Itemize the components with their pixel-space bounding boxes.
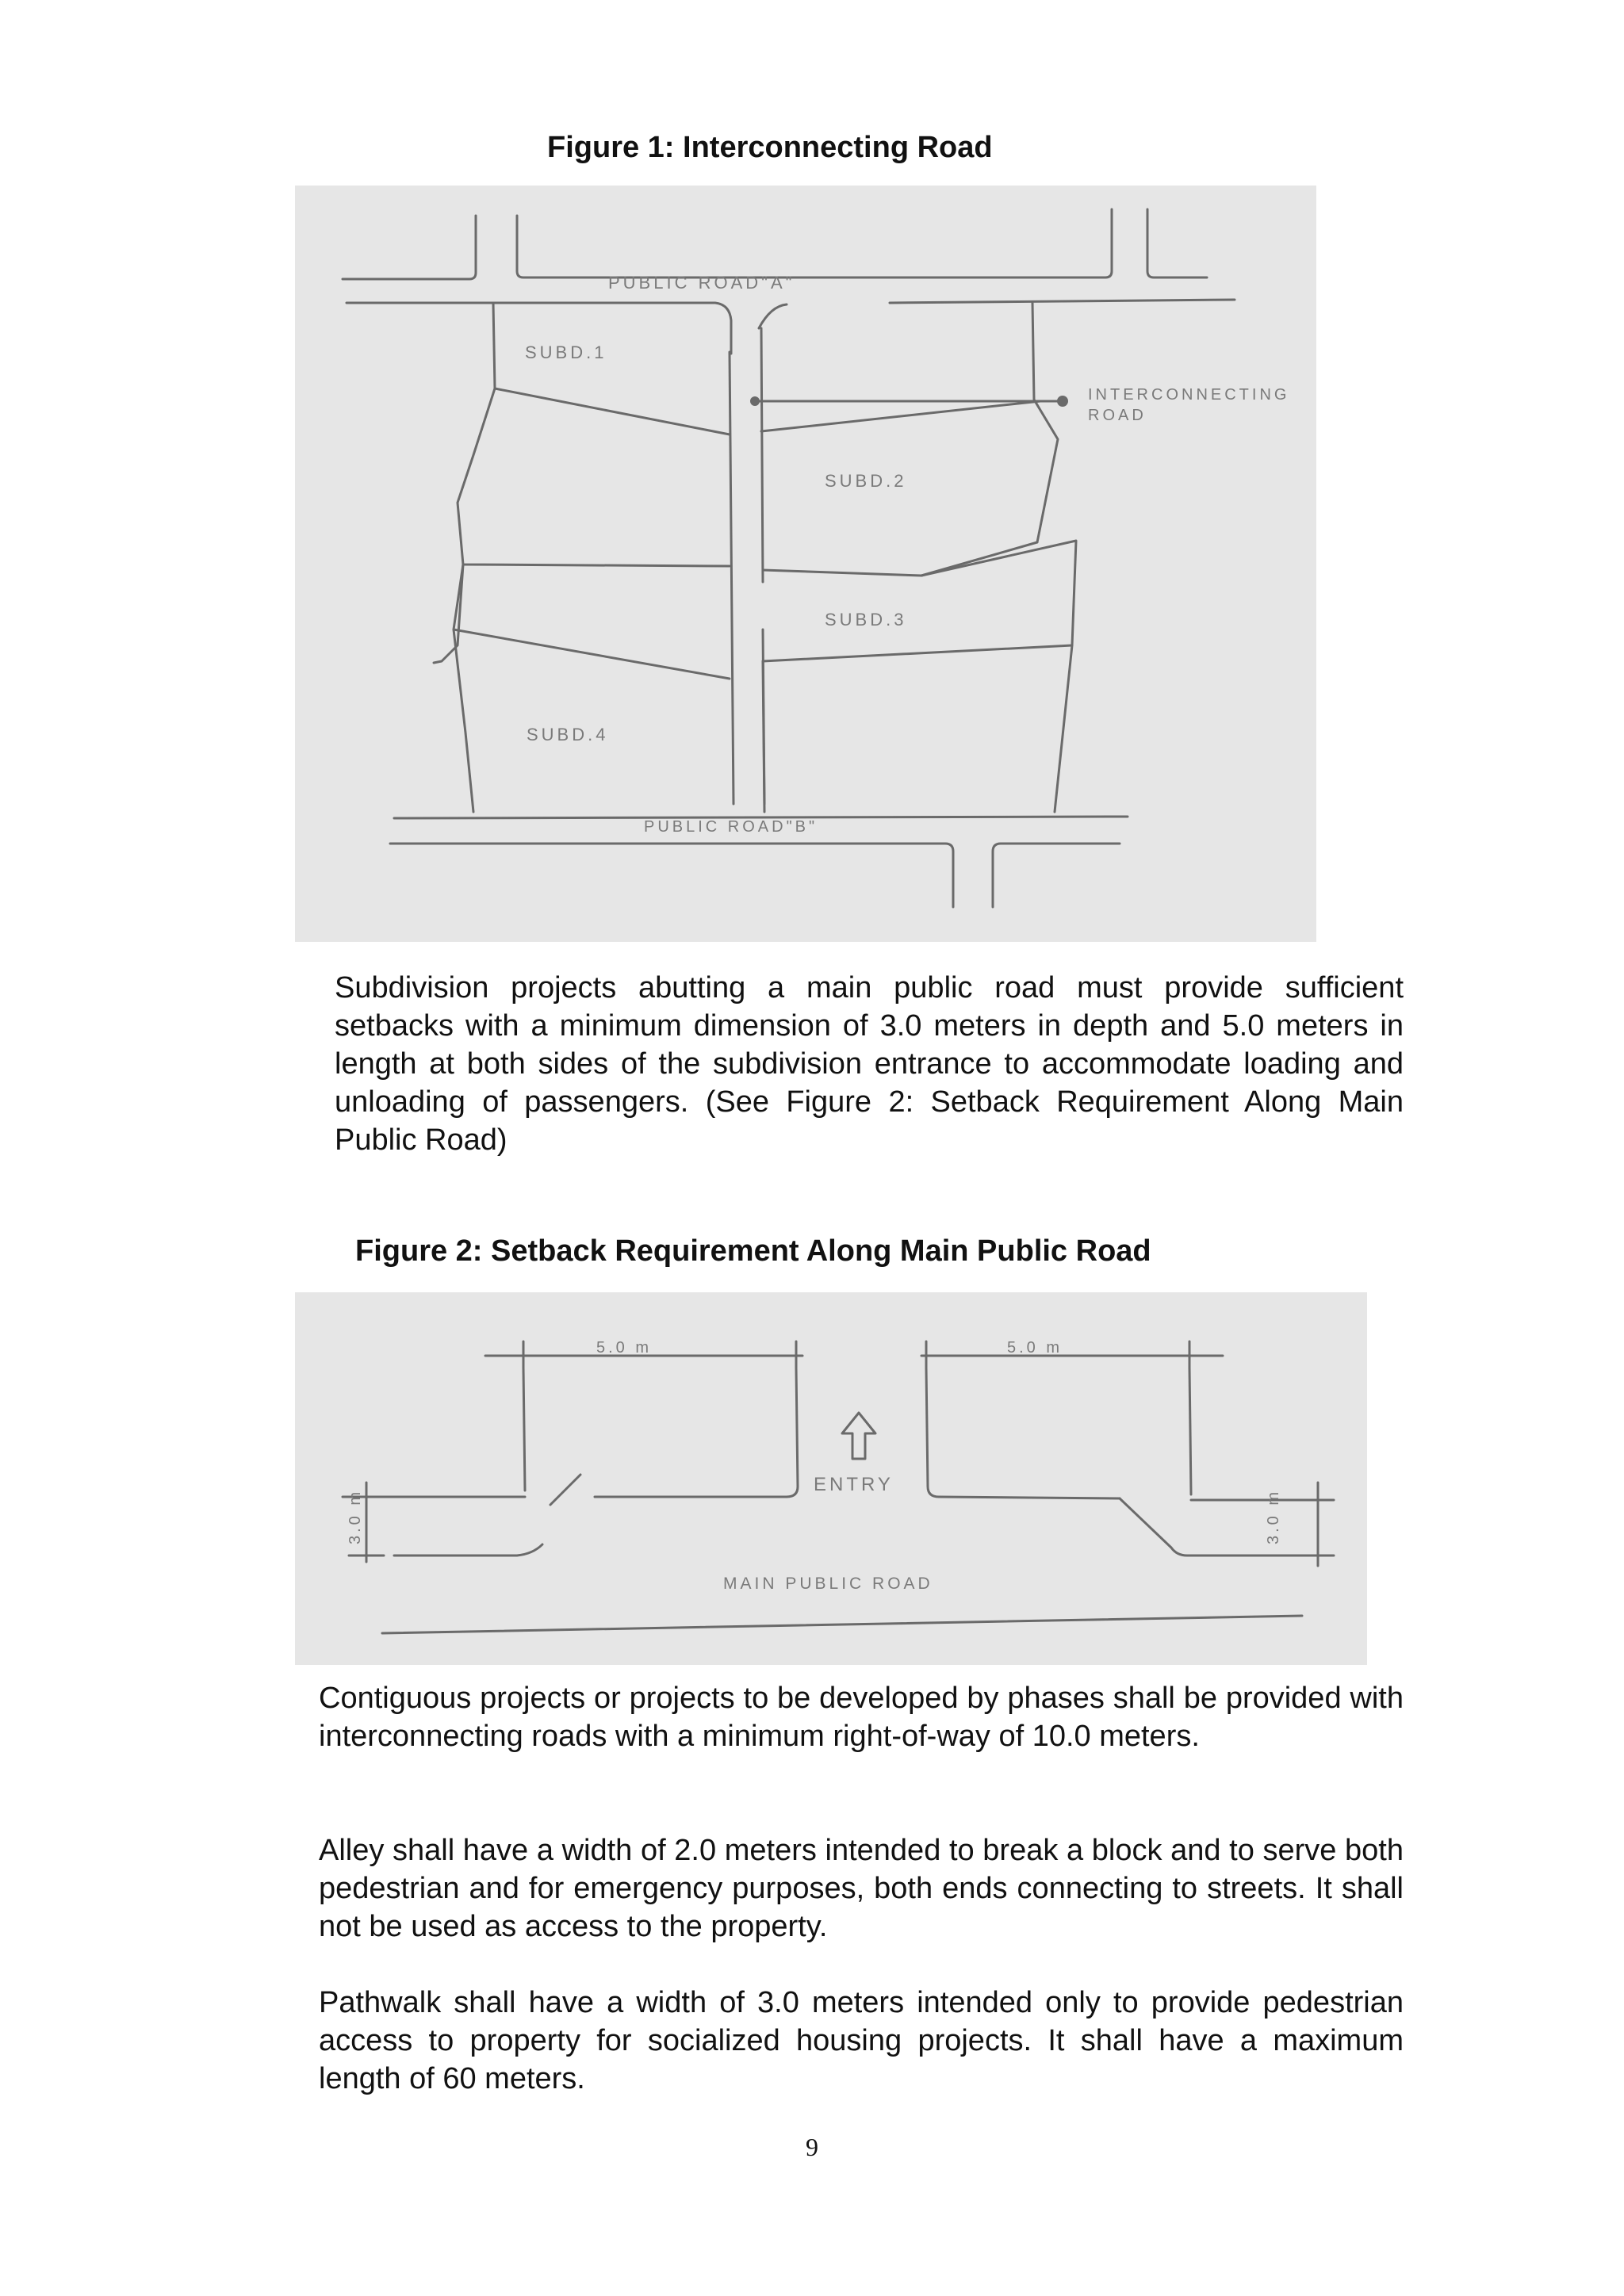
figure2-svg [295,1292,1367,1665]
subd2-label: SUBD.2 [825,471,907,491]
figure2-setback-diagram [295,1292,1367,1665]
interconnect-left-dot [750,396,760,406]
interconnecting-road-label-line1: INTERCONNECTING [1088,386,1290,404]
public-road-b-label: PUBLIC ROAD"B" [644,818,818,836]
dim-right-length-label: 5.0 m [1007,1339,1063,1357]
subd3-label: SUBD.3 [825,610,907,629]
paragraph-setback-requirement: Subdivision projects abutting a main public road must provide sufficient setbacks with a minimum dimension of 3.0 meters in depth and 5.0 meters in length at both sides of the subdivision entrance to accommodate loading and unloading of passengers. (See Figure 2: Setback Requirement Along Main Public Road) [335,971,1404,1157]
page-number: 9 [806,2133,818,2161]
paragraph-pathwalk: Pathwalk shall have a width of 3.0 meters intended only to provide pedestrian access to property for socialized housing projects. It shall have a maximum length of 60 meters. [319,1986,1404,2095]
interconnect-right-dot [1057,396,1068,407]
subd4-label: SUBD.4 [527,725,609,744]
interconnecting-road-label-line2: ROAD [1088,407,1147,424]
subd1-label: SUBD.1 [525,342,607,362]
paragraph-contiguous-projects: Contiguous projects or projects to be developed by phases shall be provided with interconnecting roads with a minimum right-of-way of 10.0 meters. [319,1682,1404,1753]
paragraph-alley: Alley shall have a width of 2.0 meters intended to break a block and to serve both pedestrian and for emergency purposes, both ends connecting to streets. It shall not be used as access to the property. [319,1834,1404,1943]
dim-left-length-label: 5.0 m [596,1339,653,1357]
figure1-road-lines [343,209,1235,907]
dim-right-depth-label: 3.0 m [1265,1488,1282,1544]
figure1-interconnecting-road-diagram [295,186,1316,942]
dim-left-depth-label: 3.0 m [347,1488,364,1544]
figure1-svg [295,186,1316,942]
main-public-road-label: MAIN PUBLIC ROAD [723,1575,933,1593]
public-road-a-label: PUBLIC ROAD"A" [608,273,795,293]
figure2-caption: Figure 2: Setback Requirement Along Main Public Road [355,1234,1151,1268]
figure1-caption: Figure 1: Interconnecting Road [547,131,993,164]
entry-label: ENTRY [814,1474,894,1495]
